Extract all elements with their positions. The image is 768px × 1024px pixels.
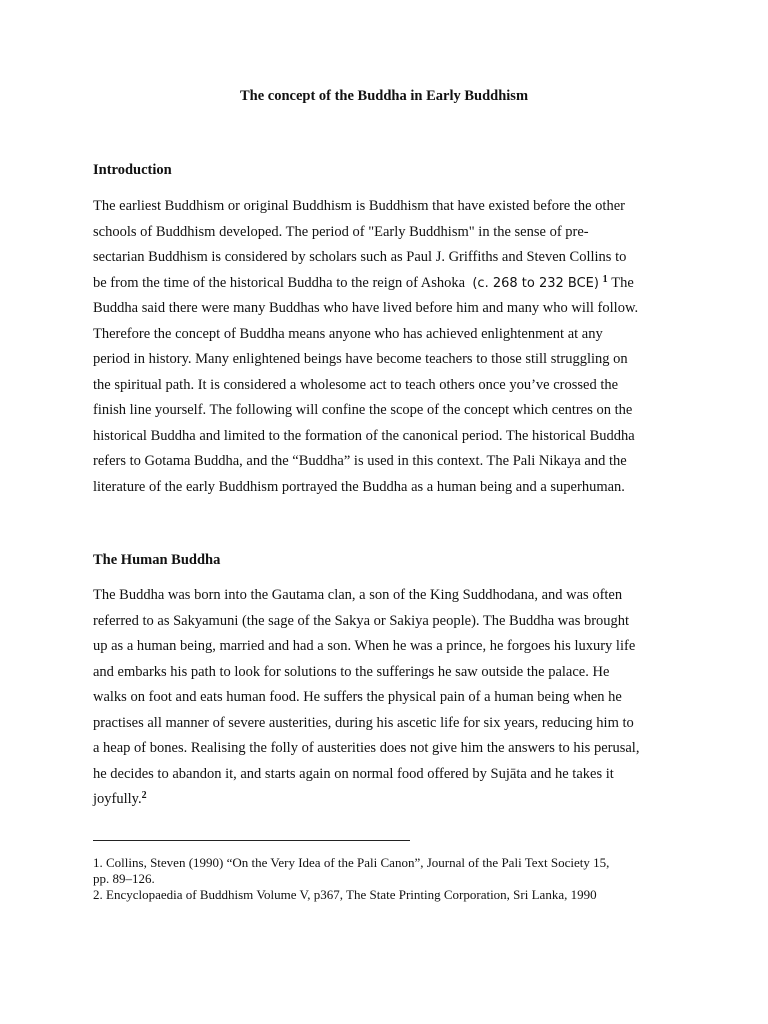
paragraph-line: Buddha said there were many Buddhas who have lived before him and many who will follow.: [93, 300, 639, 316]
paragraph-line: literature of the early Buddhism portrayed the Buddha as a human being and a superhuman.: [93, 478, 625, 495]
paragraph-line: referred to as Sakyamuni (the sage of the Sakya or Sakiya people). The Buddha was brought: [93, 612, 630, 629]
human-buddha-paragraph: [93, 583, 693, 813]
line-tail: The: [611, 274, 634, 291]
footnote-1-continued: pp. 89–126.: [93, 871, 155, 886]
paragraph-line: finish line yourself. The following will confine the scope of the concept which centres on the: [93, 402, 633, 418]
document-title: The concept of the Buddha in Early Buddhism: [239, 88, 529, 104]
paragraph-line-with-footnote: [93, 787, 693, 813]
paragraph-line: Therefore the concept of Buddha means anyone who has achieved enlightenment at any: [93, 325, 603, 342]
paragraph-line-with-footnote: [93, 271, 693, 297]
section-heading-human-buddha: The Human Buddha: [93, 552, 221, 568]
paragraph-line: period in history. Many enlightened beings have become teachers to those still struggling on: [93, 351, 628, 367]
paragraph-line: historical Buddha and limited to the formation of the canonical period. The historical Buddha: [93, 427, 635, 444]
paragraph-line: schools of Buddhism developed. The period of "Early Buddhism" in the sense of pre-: [93, 223, 589, 240]
paragraph-line: walks on foot and eats human food. He suffers the physical pain of a human being when he: [93, 689, 622, 705]
introduction-paragraph: [93, 194, 693, 500]
paragraph-line: the spiritual path. It is considered a wholesome act to teach others once you’ve crossed the: [93, 376, 619, 393]
paragraph-line: The Buddha was born into the Gautama clan, a son of the King Suddhodana, and was often: [93, 587, 623, 603]
footnote-divider: [93, 840, 410, 841]
paragraph-line: The earliest Buddhism or original Buddhism is Buddhism that have existed before the other: [93, 198, 625, 214]
paragraph-line: and embarks his path to look for solutions to the sufferings he saw outside the palace. He: [93, 663, 610, 680]
footnote-1: 1. Collins, Steven (1990) “On the Very Idea of the Pali Canon”, Journal of the Pali Text Society 15,: [93, 855, 610, 870]
footnote-2: 2. Encyclopaedia of Buddhism Volume V, p367, The State Printing Corporation, Sri Lanka, 1990: [93, 887, 597, 902]
footnote-marker-2: 2: [141, 790, 147, 801]
paragraph-line: he decides to abandon it, and starts again on normal food offered by Sujāta and he takes it: [93, 765, 614, 782]
footnotes: [93, 855, 693, 903]
paragraph-line: refers to Gotama Buddha, and the “Buddha” is used in this context. The Pali Nikaya and the: [93, 453, 627, 469]
date-range: (c. 268 to 232 BCE): [472, 275, 599, 291]
paragraph-line: up as a human being, married and had a son. When he was a prince, he forgoes his luxury life: [93, 638, 636, 654]
paragraph-line: practises all manner of severe austerities, during his ascetic life for six years, reducing him to: [93, 714, 634, 731]
line-text: joyfully.: [93, 791, 142, 807]
paragraph-line: a heap of bones. Realising the folly of austerities does not give him the answers to his perusal,: [93, 740, 640, 756]
section-heading-introduction: Introduction: [93, 162, 172, 178]
footnote-marker-1: 1: [602, 273, 608, 285]
paragraph-line: sectarian Buddhism is considered by scholars such as Paul J. Griffiths and Steven Collins to: [93, 249, 627, 265]
line-text: be from the time of the historical Buddha to the reign of Ashoka: [93, 274, 466, 291]
